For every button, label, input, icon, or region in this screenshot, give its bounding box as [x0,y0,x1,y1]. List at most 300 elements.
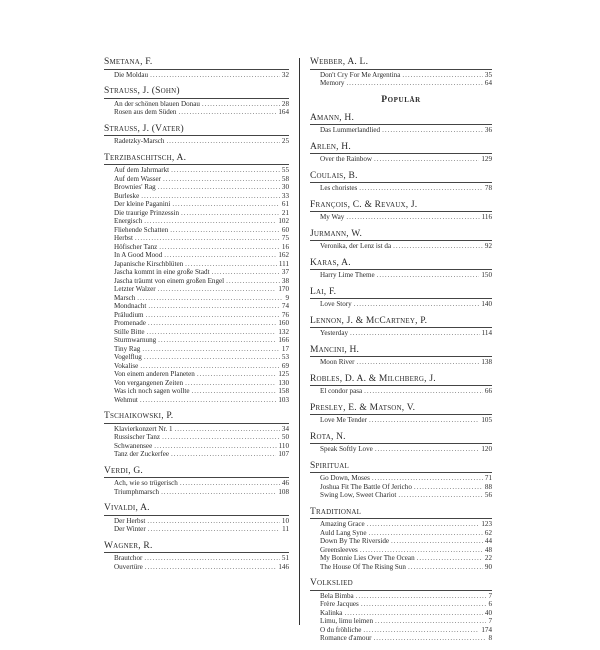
index-entry [310,554,492,563]
piece-title: Russischer Tanz [114,433,161,441]
page-number: 55 [281,166,289,174]
index-entry [104,100,289,109]
dot-leader [146,311,280,320]
page-number: 160 [278,319,289,327]
index-entry [310,79,492,88]
index-entry [104,396,289,405]
dot-leader [162,433,280,442]
index-entry [104,183,289,192]
dot-leader [150,71,280,80]
dot-leader [171,166,280,175]
page-number: 88 [484,482,492,491]
dot-leader [148,319,276,328]
page-number: 51 [281,554,289,562]
composer-heading: François, C. & Revaux, J. [310,200,492,213]
piece-title: Der Herbst [114,516,146,525]
dot-leader [360,546,483,555]
page-number: 123 [481,520,492,528]
page-number: 110 [278,441,289,450]
index-entry [104,217,289,226]
dot-leader [346,213,479,222]
page-number: 53 [281,353,289,361]
composer-group-mancini-h [310,345,492,367]
dot-leader [158,183,280,192]
index-right-column [310,57,492,650]
index-entry [310,445,492,454]
piece-title: Veronika, der Lenz ist da [320,242,392,250]
page-number: 71 [484,474,492,482]
index-entry [104,285,289,294]
page-number: 16 [281,242,289,251]
dot-leader [140,396,277,405]
index-entry [104,525,289,534]
index-entry [104,336,289,345]
index-entry [104,277,289,286]
piece-title: Joshua Fit The Battle Of Jericho [320,482,412,491]
piece-title: Greensleeves [320,545,358,554]
dot-leader [180,479,280,488]
piece-title: Fliehende Schatten [114,225,169,234]
page-number: 158 [278,387,289,395]
section-title-popular: Populär [381,94,421,105]
index-entry [310,609,492,618]
index-entry [104,442,289,451]
composer-group-tschaikowski-p [104,411,289,459]
piece-title: Der kleine Paganini [114,200,171,208]
dot-leader [382,126,483,135]
piece-title: Love Story [320,300,352,308]
page-number: 102 [278,217,289,225]
index-entry [310,329,492,338]
composer-group-coulais-b [310,171,492,193]
dot-leader [140,362,280,371]
dot-leader [369,529,483,538]
index-entry [104,226,289,235]
index-entry [104,433,289,442]
dot-leader [367,520,480,529]
piece-title: Letzter Walzer [114,285,156,293]
index-left-column [104,57,289,578]
dot-leader [171,450,276,459]
piece-title: Vokalise [114,361,139,370]
page-number: 33 [281,191,289,200]
index-entry [104,243,289,252]
dot-leader [137,294,283,303]
dot-leader [135,234,280,243]
piece-title: Kalinka [320,608,343,617]
piece-title: Speak Softly Love [320,445,373,453]
composer-heading: Volkslied [310,578,492,591]
page-number: 61 [281,200,289,208]
page-number: 138 [481,358,492,366]
index-entry [310,300,492,309]
index-entry [104,554,289,563]
composer-group-amann-h [310,113,492,135]
dot-leader [166,137,279,146]
piece-title: Bela Bimba [320,591,354,600]
index-entry [310,271,492,280]
index-entry [310,520,492,529]
page-number: 34 [281,424,289,433]
page-number: 9 [285,293,289,302]
index-entry [310,71,492,80]
composer-heading: Arlen, H. [310,142,492,155]
index-entry [104,479,289,488]
page-number: 40 [484,608,492,617]
dot-leader [363,626,479,635]
index-entry [310,634,492,643]
index-entry [104,234,289,243]
dot-leader [374,155,479,164]
dot-leader [148,302,280,311]
page-number: 36 [484,126,492,134]
dot-leader [147,328,277,337]
page-number: 132 [278,327,289,336]
composer-heading: Coulais, B. [310,171,492,184]
piece-title: Herbst [114,234,133,242]
index-entry [310,416,492,425]
piece-title: Love Me Tender [320,416,368,424]
piece-title: Vogelflug [114,353,142,361]
dot-leader [158,336,276,345]
column-divider [299,58,300,625]
page-number: 10 [281,516,289,525]
piece-title: In A Good Mood [114,251,163,259]
dot-leader [408,563,483,572]
page-number: 7 [488,591,492,600]
page-number: 6 [488,600,492,608]
composer-heading: Verdi, G. [104,466,289,479]
piece-title: My Way [320,213,345,221]
piece-title: Go Down, Moses [320,474,370,482]
piece-title: Harry Lime Theme [320,271,375,279]
dot-leader [377,271,480,280]
composer-group-presley-e-matson-v [310,403,492,425]
page-number: 166 [278,336,289,344]
piece-title: Triumphmarsch [114,487,160,496]
dot-leader [414,483,483,492]
dot-leader [374,634,487,643]
dot-leader [375,617,486,626]
index-entry [104,166,289,175]
piece-title: Von vergangenen Zeiten [114,378,184,387]
piece-title: O du fröhliche [320,625,362,634]
piece-title: Der Winter [114,525,146,533]
index-entry [310,491,492,500]
composer-heading: Terzibaschitsch, A. [104,153,289,166]
index-entry [104,425,289,434]
composer-group-lennon-j-mccartney-p [310,316,492,338]
dot-leader [361,600,487,609]
index-entry [104,450,289,459]
dot-leader [159,243,280,252]
piece-title: An der schönen blauen Donau [114,99,200,108]
dot-leader [148,525,280,534]
piece-title: Over the Rainbow [320,155,373,163]
composer-group-volkslied [310,578,492,643]
dot-leader [185,379,276,388]
dot-leader [142,345,280,354]
piece-title: Rosen aus dem Süden [114,108,177,116]
composer-group-robles-d-a-milchberg-j [310,374,492,396]
page-number: 66 [484,387,492,395]
page-number: 25 [281,137,289,145]
dot-leader [141,192,280,201]
composer-heading: Strauss, J. (Vater) [104,124,289,137]
piece-title: Radetzky-Marsch [114,137,165,145]
index-entry [310,546,492,555]
composer-heading: Tschaikowski, P. [104,411,289,424]
dot-leader [178,108,276,117]
piece-title: Promenade [114,319,146,327]
composer-group-jurmann-w [310,229,492,251]
page-number: 130 [278,378,289,387]
piece-title: Die traurige Prinzessin [114,208,180,217]
composer-heading: Smetana, F. [104,57,289,70]
composer-heading: Robles, D. A. & Milchberg, J. [310,374,492,387]
piece-title: Moon River [320,358,355,366]
piece-title: Auf dem Wasser [114,174,161,183]
index-entry [104,137,289,146]
page-number: 108 [278,487,289,496]
page-number: 111 [278,259,289,268]
index-entry [104,345,289,354]
piece-title: My Bonnie Lies Over The Ocean [320,554,415,562]
piece-title: Down By The Riverside [320,537,390,545]
composer-heading: Jurmann, W. [310,229,492,242]
page-number: 32 [281,70,289,79]
piece-title: Memory [320,79,345,87]
composer-group-smetana-f [104,57,289,79]
piece-title: Don't Cry For Me Argentina [320,70,401,79]
page-number: 174 [481,625,492,634]
index-entry [104,362,289,371]
index-entry [104,328,289,337]
piece-title: Was ich noch sagen wollte [114,387,190,395]
page-number: 75 [281,234,289,242]
piece-title: Brownies' Rag [114,183,156,191]
page-number: 22 [484,554,492,562]
dot-leader [164,251,276,260]
piece-title: Ouvertüre [114,562,143,571]
index-entry [104,387,289,396]
page-number: 58 [281,174,289,183]
index-entry [104,108,289,117]
index-entry [310,126,492,135]
piece-title: Klavierkonzert Nr. 1 [114,424,173,433]
dot-leader [154,442,276,451]
page-number: 11 [282,525,289,533]
page-number: 46 [281,479,289,487]
composer-heading: Mancini, H. [310,345,492,358]
dot-leader [185,260,277,269]
composer-heading: Rota, N. [310,432,492,445]
index-entry [104,192,289,201]
index-entry [104,71,289,80]
index-entry [310,537,492,546]
dot-leader [344,609,482,618]
index-entry [104,563,289,572]
piece-title: Energisch [114,217,143,225]
dot-leader [144,353,280,362]
index-entry [310,358,492,367]
dot-leader [147,517,280,526]
piece-title: Japanische Kirschblüten [114,259,184,268]
index-entry [104,517,289,526]
index-entry [310,592,492,601]
index-entry [104,209,289,218]
composer-heading: Lennon, J. & McCartney, P. [310,316,492,329]
page-number: 170 [278,285,289,293]
index-entry [310,617,492,626]
page-number: 92 [484,242,492,250]
page-number: 17 [281,344,289,353]
page-number: 116 [481,213,492,221]
index-entry [104,302,289,311]
composer-heading: Strauss, J. (Sohn) [104,86,289,99]
dot-leader [158,285,277,294]
composer-group-karas-a [310,258,492,280]
composer-group-verdi-g [104,466,289,497]
composer-heading: Amann, H. [310,113,492,126]
index-entry [310,184,492,193]
piece-title: Frère Jacques [320,600,359,608]
dot-leader [364,387,483,396]
dot-leader [202,100,280,109]
composer-heading: Wagner, R. [104,541,289,554]
page-number: 64 [484,79,492,87]
page-number: 50 [281,433,289,441]
index-entry [104,311,289,320]
page-number: 8 [488,634,492,642]
dot-leader [172,200,280,209]
dot-leader [369,416,479,425]
composer-group-spiritual [310,461,492,500]
dot-leader [191,387,276,396]
dot-leader [226,277,280,286]
index-entry [310,483,492,492]
page-number: 146 [278,562,289,571]
composer-heading: Spiritual [310,461,492,474]
piece-title: Sturmwarnung [114,336,157,344]
dot-leader [144,217,276,226]
dot-leader [163,175,280,184]
piece-title: Marsch [114,293,136,302]
dot-leader [346,79,482,88]
index-entry [104,260,289,269]
composer-heading: Traditional [310,507,492,520]
dot-leader [181,209,280,218]
index-entry [310,600,492,609]
dot-leader [398,491,483,500]
page-number: 69 [281,361,289,370]
dot-leader [356,592,487,601]
page-number: 56 [484,491,492,499]
dot-leader [354,300,480,309]
index-entry [104,200,289,209]
composer-group-terzibaschitsch-a [104,153,289,405]
composer-heading: Lai, F. [310,287,492,300]
index-entry [104,370,289,379]
piece-title: Burleske [114,191,140,200]
piece-title: Ach, wie so trügerisch [114,479,178,487]
index-entry [310,213,492,222]
composer-group-lai-f [310,287,492,309]
page-number: 38 [281,276,289,285]
composer-heading: Vivaldi, A. [104,503,289,516]
piece-title: Das Lummerlandlied [320,126,381,134]
piece-title: Wehmut [114,395,138,404]
piece-title: Präludium [114,310,144,319]
dot-leader [372,474,483,483]
page-number: 103 [278,395,289,404]
piece-title: Tiny Rag [114,344,141,353]
dot-leader [144,554,280,563]
index-entry [104,379,289,388]
index-entry [310,563,492,572]
page-number: 35 [484,70,492,79]
page-number: 30 [281,183,289,191]
index-entry [104,268,289,277]
dot-leader [356,358,479,367]
dot-leader [197,370,277,379]
page-number: 140 [481,300,492,308]
index-entry [310,387,492,396]
index-entry [310,626,492,635]
piece-title: Stille Bitte [114,327,145,336]
piece-title: Romance d'amour [320,634,372,642]
page-number: 78 [484,184,492,192]
composer-group-strauss-j-sohn [104,86,289,117]
page-number: 48 [484,545,492,554]
composer-heading: Webber, A. L. [310,57,492,70]
composer-group-rota-n [310,432,492,454]
index-entry [104,353,289,362]
piece-title: Von einem anderen Planeten [114,370,195,378]
piece-title: The House Of The Rising Sun [320,562,406,571]
piece-title: Jascha träumt von einem großen Engel [114,276,225,285]
dot-leader [359,184,483,193]
dot-leader [212,268,280,277]
page-number: 162 [278,251,289,259]
index-entry [310,529,492,538]
piece-title: Auld Lang Syne [320,528,367,537]
composer-heading: Karas, A. [310,258,492,271]
dot-leader [175,425,280,434]
piece-title: Schwanensee [114,441,153,450]
page-number: 60 [281,225,289,234]
dot-leader [170,226,280,235]
page-number: 74 [281,302,289,310]
composer-group-arlen-h [310,142,492,164]
index-entry [310,474,492,483]
piece-title: Höfischer Tanz [114,242,158,251]
index-entry [104,488,289,497]
dot-leader [375,445,480,454]
dot-leader [393,242,483,251]
page-number: 90 [484,562,492,571]
dot-leader [417,554,483,563]
index-entry [310,242,492,251]
piece-title: Les choristes [320,184,358,192]
piece-title: Amazing Grace [320,520,365,528]
dot-leader [402,71,483,80]
index-entry [310,155,492,164]
piece-title: Mondnacht [114,302,147,310]
page-number: 21 [281,208,289,217]
composer-heading: Presley, E. & Matson, V. [310,403,492,416]
page-number: 114 [481,329,492,337]
